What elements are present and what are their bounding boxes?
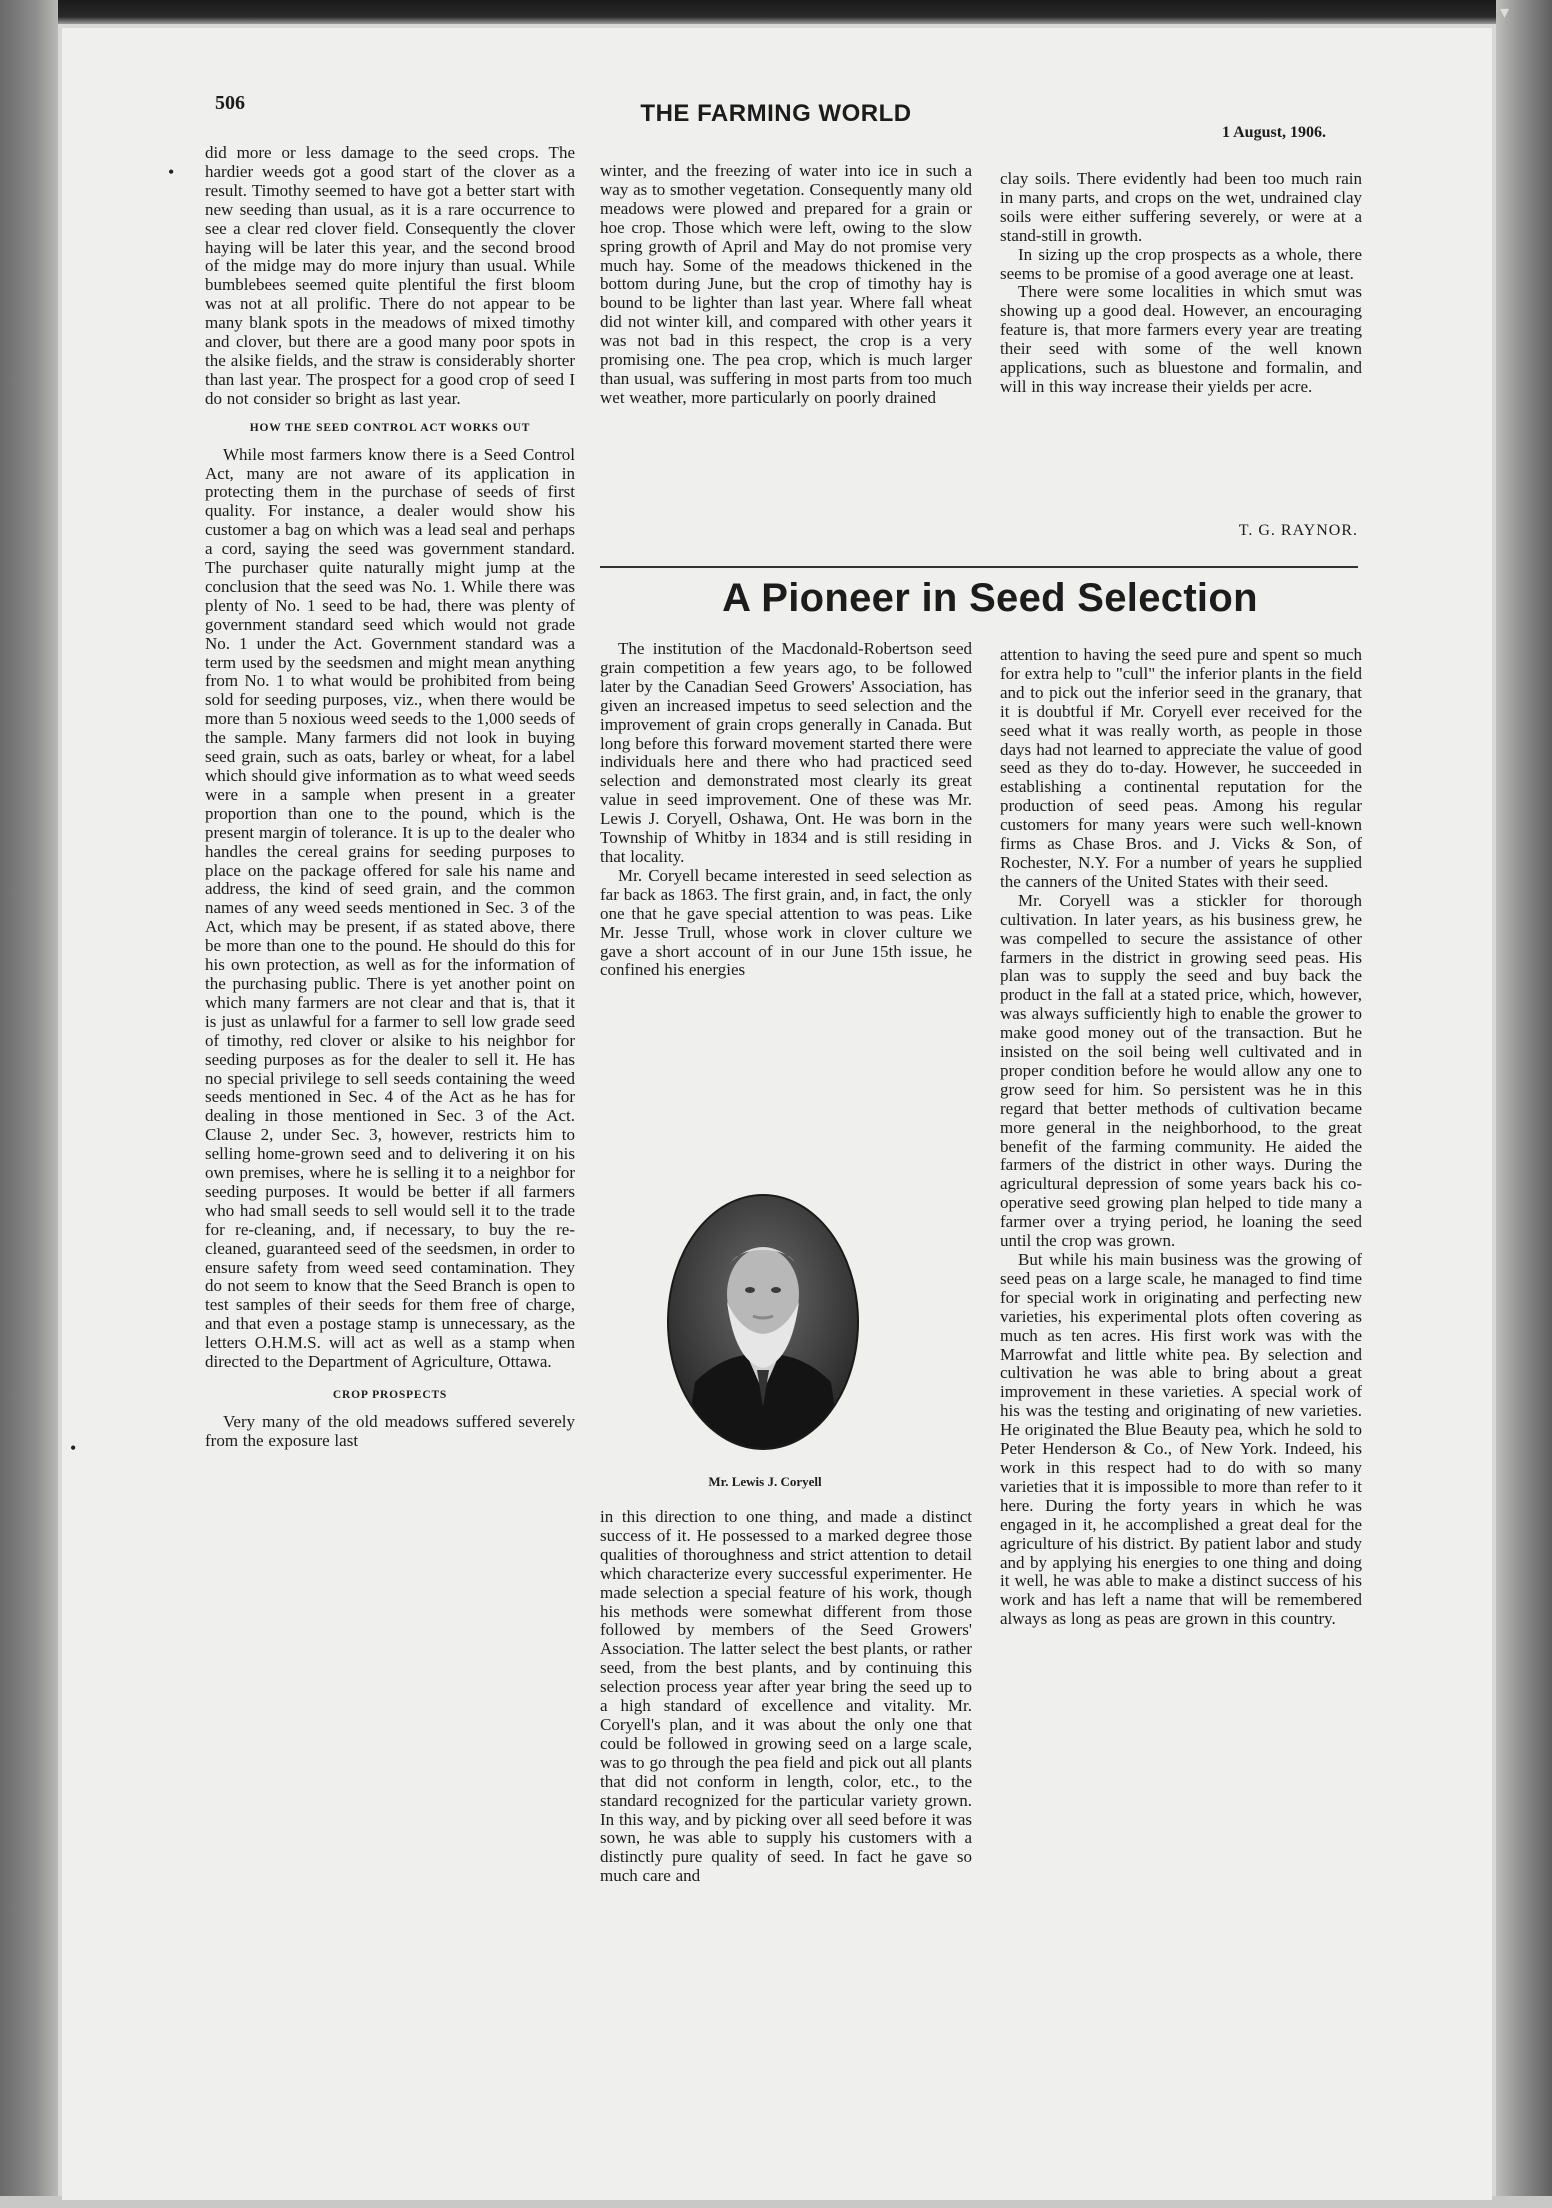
section-heading: CROP PROSPECTS	[332, 1389, 448, 1401]
paragraph: But while his main business was the growing of seed peas on a large scale, he managed to find time for special work in originating and perfecting new varieties, his experimental plots often covering as much as ten acres. His first work was with the Marrowfat and little white pea. By selection and cultivation he was able to bring about a great improvement in these varieties. A special work of his was the testing and originating of new varieties. He originated the Blue Beauty pea, which he sold to Peter Henderson & Co., of New York. Indeed, his work in this respect had to do with so many varieties that it is impossible to more than refer to it here. During the forty years in which he was engaged in it, he accomplished a great deal for the agriculture of his district. By patient labor and study and by applying his energies to one thing and doing it well, he was able to make a distinct success of his work and has left a name that will be remembered always as long as peas are grown in this country.	[1000, 1250, 1362, 1629]
paragraph: There were some localities in which smut was showing up a good deal. However, an encouraging feature is, that more farmers every year are treating their seed with some of the well known applications, such as bluestone and formalin, and will in this way increase their yields per acre.	[1000, 282, 1362, 396]
author-signature: T. G. RAYNOR.	[1238, 522, 1358, 539]
paragraph: did more or less damage to the seed crops. The hardier weeds got a good start of the clover as a result. Timothy seemed to have got a better start with new seeding than usual, as it is a rare occurrence to see a clear red clover field. Consequently the clover haying will be later this year, and the second brood of the midge may do more injury than usual. While bumblebees seemed quite plentiful the first bloom was not at all prolific. There do not appear to be many blank spots in the meadows of mixed timothy and clover, but there are a good many poor spots in the alsike fields, and the straw is considerably shorter than last year. The prospect for a good crop of seed I do not consider so bright as last year.	[205, 144, 575, 408]
article-column-3	[1000, 646, 1362, 2094]
article-title: A Pioneer in Seed Selection	[722, 576, 1258, 620]
scan-speck: ▾	[1500, 2, 1510, 22]
section-heading: HOW THE SEED CONTROL ACT WORKS OUT	[249, 421, 531, 434]
page-number: 506	[215, 92, 245, 114]
scan-dot: •	[70, 1438, 77, 1458]
portrait-photo	[665, 1192, 861, 1452]
paragraph: clay soils. There evidently had been too much rain in many parts, and crops on the wet, undrained clay soils were either suffering severely, or were at a stand-still in growth.	[1000, 170, 1362, 245]
scan-border-right	[1496, 0, 1552, 2208]
article-column-2-bottom	[600, 1508, 972, 2093]
column-2-top	[600, 162, 972, 542]
paragraph: While most farmers know there is a Seed Control Act, many are not aware of its application in protecting them in the purchase of seeds of first quality. For instance, a dealer would show his customer a bag on which was a lead seal and perhaps a cord, saying the seed was government standard. The purchaser quite naturally might jump at the conclusion that the seed was No. 1. While there was plenty of No. 1 seed to be had, there was plenty of government standard seed which would not grade No. 1 under the Act. Government standard was a term used by the seedsmen and might mean anything from No. 1 to what would be prohibited from being sold for seeding purposes, viz., when there would be more than 5 noxious weed seeds to the 1,000 seeds of the sample. Many farmers did not look in buying seed grain, such as oats, barley or wheat, for a label which should give information as to what weed seeds were in a sample when present in a greater proportion than one to the pound, which is the present margin of tolerance. It is up to the dealer who handles the cereal grains for seeding purposes to place on the package offered for sale his name and address, the kind of seed grain, and the common names of any weed seeds mentioned in Sec. 3 of the Act, which may be present, if as stated above, there be more than one to the pound. He should do this for his own protection, as well as for the information of the purchasing public. There is yet another point on which many farmers are not clear and that is, that it is just as unlawful for a farmer to sell low grade seed of timothy, red clover or alsike to his neighbor for seeding purposes as for the dealer to sell it. He has no special privilege to sell seeds containing the weed seeds mentioned in Sec. 4 of the Act as he has for dealing in those mentioned in Sec. 3 of the Act. Clause 2, under Sec. 3, however, restricts him to selling home-grown seed and to delivering it on his own premises, where he is selling it to a neighbor for seeding purposes. It would be better if all farmers who had small seeds to sell would sell it to the trade for re-cleaning, and, if necessary, to buy the re-cleaned, guaranteed seed of the seedsmen, in order to ensure safety from weed seed contamination. They do not seem to know that the Seed Branch is open to test samples of their seeds for them free of charge, and that even a postage stamp is unnecessary, as the letters O.H.M.S. will act as well as a stamp when directed to the Department of Agriculture, Ottawa.	[205, 444, 575, 1372]
column-3-top	[1000, 170, 1362, 515]
column-1	[205, 144, 575, 2084]
paragraph: winter, and the freezing of water into ice in such a way as to smother vegetation. Consequently many old meadows were plowed and prepared for a grain or hoe crop. Those which were left, owing to the slow spring growth of April and May do not promise very much hay. Some of the meadows thickened in the bottom during June, but the crop of timothy hay is bound to be lighter than last year. Where fall wheat did not winter kill, and compared with other years it was not bad in this respect, the crop is a very promising one. The pea crop, which is much larger than usual, was suffering in most parts from too much wet weather, more particularly on poorly drained	[600, 162, 972, 407]
article-column-2-top	[600, 640, 972, 1170]
paragraph: attention to having the seed pure and spent so much for extra help to "cull" the inferior plants in the field and to pick out the inferior seed in the granary, that it is doubtful if Mr. Coryell ever received for the seed what it was really worth, as people in those days had not learned to appreciate the value of good seed as they do to-day. However, he succeeded in establishing a continental reputation for the production of seed peas. Among his regular customers for many years were such well-known firms as Chase Bros. and J. Vicks & Son, of Rochester, N.Y. For a number of years he supplied the canners of the United States with their seed.	[1000, 646, 1362, 891]
issue-date: 1 August, 1906.	[1222, 124, 1327, 141]
publication-title: THE FARMING WORLD	[640, 100, 912, 127]
paragraph: in this direction to one thing, and made a distinct success of it. He possessed to a marked degree those qualities of thoroughness and strict attention to detail which characterize every successful experimenter. He made selection a special feature of his work, though his methods were somewhat different from those followed by members of the Seed Growers' Association. The latter select the best plants, or rather seed, from the best plants, and by continuing this selection process year after year bring the seed up to a high standard of excellence and vitality. Mr. Coryell's plan, and it was about the only one that could be followed in growing seed on a large scale, was to go through the pea field and pick out all plants that did not conform in length, color, etc., to the standard recognized for the particular variety grown. In this way, and by picking over all seed before it was sown, he was able to supply his customers with a distinctly pure quality of seed. In fact he gave so much care and	[600, 1508, 972, 1886]
paragraph: Very many of the old meadows suffered severely from the exposure last	[205, 1411, 575, 1450]
portrait-caption: Mr. Lewis J. Coryell	[708, 1474, 822, 1489]
paragraph: Mr. Coryell became interested in seed selection as far back as 1863. The first grain, and, in fact, the only one that he gave special attention to was peas. Like Mr. Jesse Trull, whose work in clover culture we gave a short account of in our June 15th issue, he confined his energies	[600, 865, 972, 980]
section-divider	[600, 566, 1358, 568]
paragraph: Mr. Coryell was a stickler for thorough cultivation. In later years, as his business grew, he was compelled to secure the assistance of other farmers in the district in growing seed peas. His plan was to supply the seed and buy back the product in the fall at a stated price, which, however, was always sufficiently high to enable the grower to make good money out of the transaction. But he insisted on the soil being well cultivated and in proper condition before he would allow any one to grow seed for him. So persistent was he in this regard that better methods of cultivation became more general in the neighborhood, to the great benefit of the farming community. He aided the farmers of the district in other ways. During the agricultural depression of some years back his co-operative seed growing plan helped to tide many a farmer over a trying period, he loaning the seed until the crop was grown.	[1000, 890, 1362, 1251]
scan-border-left	[0, 0, 58, 2208]
paragraph: In sizing up the crop prospects as a whole, there seems to be promise of a good average one at least.	[1000, 244, 1362, 283]
scan-border-top	[0, 0, 1552, 24]
paragraph: The institution of the Macdonald-Robertson seed grain competition a few years ago, to be followed later by the Canadian Seed Growers' Association, has given an increased impetus to seed selection and the improvement of grain crops generally in Canada. But long before this forward movement started there were individuals here and there who had practiced seed selection and demonstrated most clearly its great value in seed improvement. One of these was Mr. Lewis J. Coryell, Oshawa, Ont. He was born in the Township of Whitby in 1834 and is still residing in that locality.	[600, 640, 972, 866]
scan-dot: •	[168, 162, 175, 182]
